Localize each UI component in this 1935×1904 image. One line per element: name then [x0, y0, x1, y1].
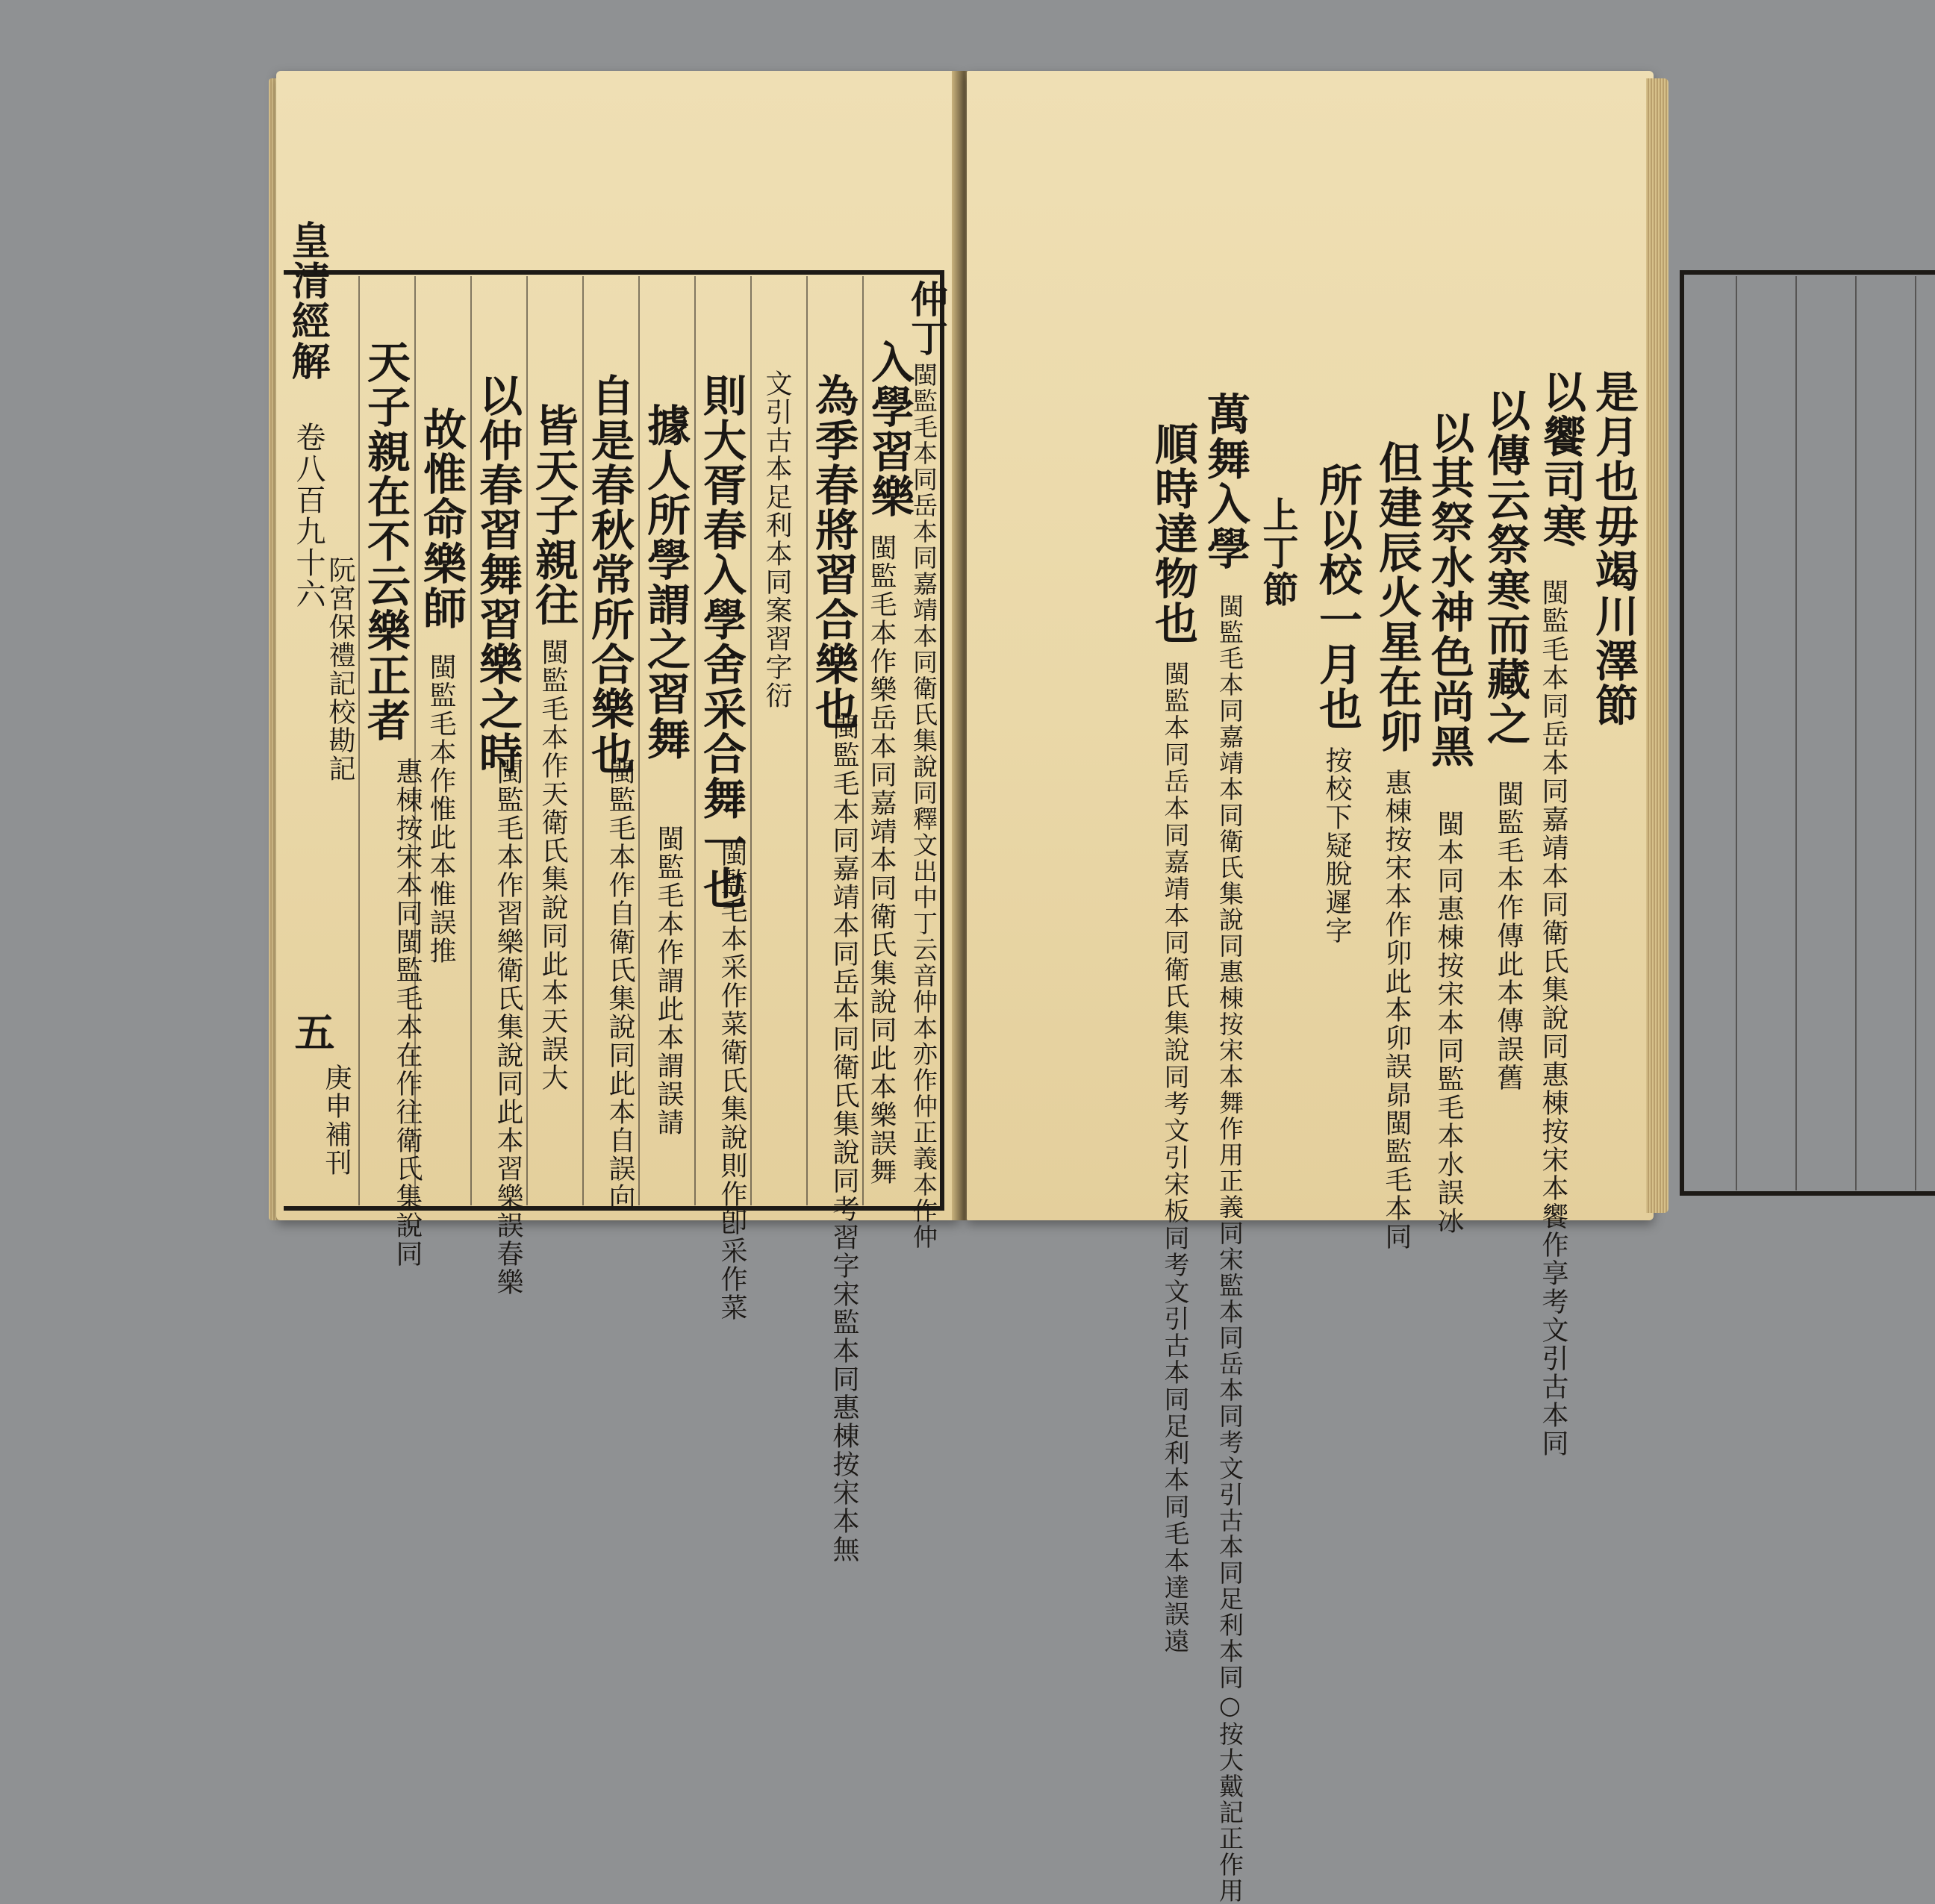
right-col-8-note: 閩監毛本同嘉靖本同衛氏集說同惠棟按宋本舞作用正義同宋監本同岳本同考文引古本同足利本同○按大戴記正作用 — [1215, 593, 1244, 1904]
column-rule — [750, 276, 752, 1205]
right-col-4-note: 閩本同惠棟按宋本同監毛本水誤冰 — [1433, 810, 1464, 1235]
left-col-9-note: 閩監毛本同嘉靖本同岳本同衛氏集說同考習字宋監本同惠棟按宋本無 — [829, 713, 859, 1564]
column-rule — [1915, 276, 1916, 1190]
left-col-5-main: 自是春秋常所合樂也 — [584, 373, 635, 776]
left-col-7-main: 則大胥春入學舍采合舞一也 — [696, 373, 747, 911]
right-col-3-note: 閩監毛本作傳此本傳誤舊 — [1493, 780, 1524, 1092]
left-col-6-main: 據人所學謂之習舞 — [640, 403, 691, 761]
left-col-6-note: 閩監毛本作謂此本謂誤請 — [653, 825, 684, 1137]
left-col-1-main: 天子親在不云樂正者 — [360, 340, 411, 743]
left-col-7-note: 閩監毛本采作菜衛氏集說則作卽采作菜 — [717, 840, 747, 1322]
left-col-5-note: 閩監毛本作自衛氏集說同此本自誤向 — [605, 758, 635, 1211]
left-col-2-main: 故惟命樂師 — [416, 407, 467, 631]
left-margin-author: 阮宮保禮記校勘記 — [325, 556, 355, 783]
left-margin-printer: 庚申補刊 — [321, 1064, 352, 1177]
right-col-9-main: 順時達物也 — [1147, 422, 1198, 646]
left-col-11-note: 閩監毛本同岳本同嘉靖本同衛氏集說同釋文出中丁云音仲本亦作仲正義本作仲 — [909, 362, 938, 1250]
column-rule — [1795, 276, 1797, 1190]
right-col-5-note: 惠棟按宋本作卯此本卯誤昴閩監毛本同 — [1381, 769, 1412, 1251]
left-margin-volume: 卷八百九十六 — [291, 422, 325, 610]
left-col-4-note: 閩監毛本作天衛氏集說同此本天誤大 — [538, 638, 568, 1092]
left-col-8-note: 文引古本足利本同案習字衍 — [761, 369, 792, 710]
left-col-1-note: 惠棟按宋本同閩監毛本在作往衛氏集說同 — [392, 758, 423, 1268]
left-col-4-main: 皆天子親往 — [528, 403, 579, 627]
right-col-6-main: 所以校一月也 — [1312, 463, 1362, 731]
page-edges-right — [1646, 78, 1668, 1213]
left-col-11-main: 仲丁 — [905, 280, 949, 358]
right-col-6-note: 按校下疑脫遲字 — [1321, 746, 1352, 945]
left-margin-title: 皇清經解 — [284, 220, 330, 381]
right-page-frame — [1680, 270, 1935, 1196]
left-col-3-main: 以仲春習舞習樂之時 — [472, 373, 523, 776]
right-col-7-main: 上丁節 — [1256, 496, 1298, 608]
right-col-3-main: 以傳云祭寒而藏之 — [1480, 388, 1530, 746]
right-col-2-main: 以饗司寒 — [1536, 369, 1586, 549]
left-col-10-main: 入學習樂 — [864, 340, 914, 519]
left-col-10-note: 閩監毛本作樂岳本同嘉靖本同衛氏集說同此本樂誤舞 — [866, 534, 897, 1186]
column-rule — [1736, 276, 1737, 1190]
right-col-2-note: 閩監毛本同岳本同嘉靖本同衛氏集說同惠棟按宋本饗作享考文引古本同 — [1538, 578, 1568, 1458]
left-margin-leaf: 五 — [288, 1011, 336, 1053]
left-col-2-note: 閩監毛本作惟此本惟誤推 — [426, 653, 456, 965]
right-col-9-note: 閩監本同岳本同嘉靖本同衛氏集說同考文引宋板同考文引古本同足利本同毛本達誤遠 — [1159, 661, 1189, 1655]
left-col-9-main: 為季春將習合樂也 — [808, 373, 859, 731]
right-col-8-main: 萬舞入學 — [1200, 392, 1250, 571]
right-col-1-main: 是月也毋竭川澤節 — [1588, 369, 1639, 728]
left-page — [276, 71, 959, 1564]
right-col-5-main: 但建辰火星在卯 — [1371, 440, 1422, 754]
right-col-4-main: 以其祭水神色尚黑 — [1424, 411, 1474, 769]
open-book — [276, 71, 1661, 1904]
left-col-3-note: 閩監毛本作習樂衛氏集說同此本習樂誤春樂 — [493, 758, 523, 1296]
column-rule — [1855, 276, 1857, 1190]
